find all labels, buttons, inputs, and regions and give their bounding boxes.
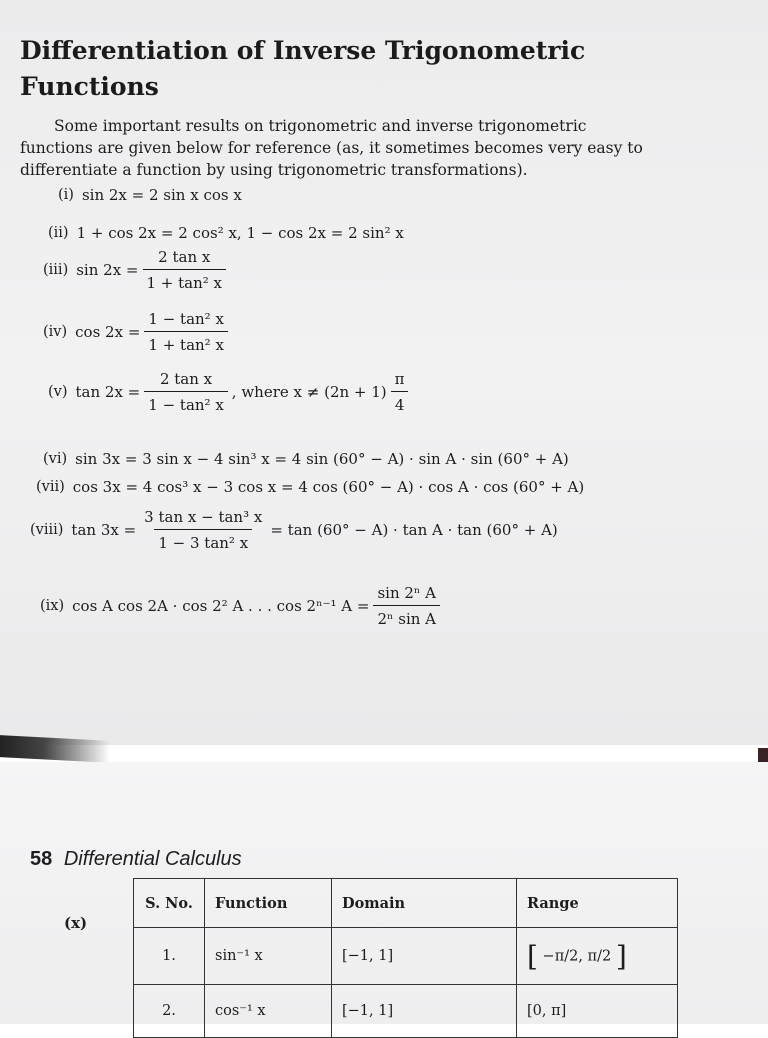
cell-domain: [−1, 1] (332, 928, 517, 985)
identity-v: (v) tan 2x = $\frac{\text{2 tan x}}{\text{1 − tan² x}}$ , where x ≠ (2n + 1) $\frac{\pi}{4}$ (48, 370, 413, 414)
column-header: Range (517, 879, 678, 928)
fraction: $\frac{\text{sin 2ⁿ A}}{\text{2ⁿ sin A}}$ (373, 584, 440, 628)
identity-viii: (viii) tan 3x = $\frac{\text{3 tan x − tan³ x}}{\text{1 − 3 tan² x}}$ = tan (60° − A) · tan A · tan (60° + A) (30, 508, 558, 552)
inverse-trig-table (133, 878, 678, 1038)
cell-sno: 1. (134, 928, 205, 985)
page-edge-shadow (0, 735, 110, 763)
fraction: $\frac{\text{2 tan x}}{\text{1 − tan² x}}$ (144, 370, 228, 414)
cell-function: cos⁻¹ x (205, 985, 332, 1038)
intro-line: differentiate a function by using trigonometric transformations). (20, 161, 528, 179)
running-header (30, 848, 242, 871)
book-title: Differential Calculus (63, 848, 242, 870)
section-heading: Differentiation of Inverse Trigonometric Functions (20, 36, 586, 101)
cell-domain: [−1, 1] (332, 985, 517, 1038)
column-header: Function (205, 879, 332, 928)
fraction: $\frac{\text{3 tan x − tan³ x}}{\text{1 − 3 tan² x}}$ (144, 508, 263, 552)
cell-function: sin⁻¹ x (205, 928, 332, 985)
identity-vi: (vi) sin 3x = 3 sin x − 4 sin³ x = 4 sin (60° − A) · sin A · sin (60° + A) (43, 450, 569, 468)
table-row (134, 985, 678, 1038)
cell-range: [0, π] (517, 985, 678, 1038)
fraction: $\frac{\pi}{4}$ (391, 370, 409, 414)
fraction: $\frac{\text{2 tan x}}{\text{1 + tan² x}}$ (143, 248, 227, 292)
identity-i: (i) sin 2x = 2 sin x cos x (58, 186, 242, 204)
cell-range: [ −π/2, π/2 ] (517, 928, 678, 985)
column-header: S. No. (134, 879, 205, 928)
item-label: (x) (64, 914, 88, 932)
identity-ii: (ii) 1 + cos 2x = 2 cos² x, 1 − cos 2x = 2 sin² x (48, 224, 404, 242)
table-header-row (134, 879, 678, 928)
intro-line: Some important results on trigonometric and inverse trigonometric (54, 117, 587, 135)
identity-iii: (iii) sin 2x = $\frac{\text{2 tan x}}{\text{1 + tan² x}}$ (43, 248, 230, 292)
page-number: 58 (30, 848, 53, 870)
cell-sno: 2. (134, 985, 205, 1038)
fraction: $\frac{\text{1 − tan² x}}{\text{1 + tan² x}}$ (144, 310, 228, 354)
intro-paragraph (20, 115, 710, 181)
intro-line: functions are given below for reference (as, it sometimes becomes very easy to (20, 139, 643, 157)
identity-iv: (iv) cos 2x = $\frac{\text{1 − tan² x}}{\text{1 + tan² x}}$ (43, 310, 232, 354)
identity-ix: (ix) cos A cos 2A · cos 2² A . . . cos 2ⁿ⁻¹ A = $\frac{\text{sin 2ⁿ A}}{\text{2ⁿ sin A}}$ (40, 584, 444, 628)
identity-vii: (vii) cos 3x = 4 cos³ x − 3 cos x = 4 cos (60° − A) · cos A · cos (60° + A) (36, 478, 585, 496)
column-header: Domain (332, 879, 517, 928)
table-row (134, 928, 678, 985)
